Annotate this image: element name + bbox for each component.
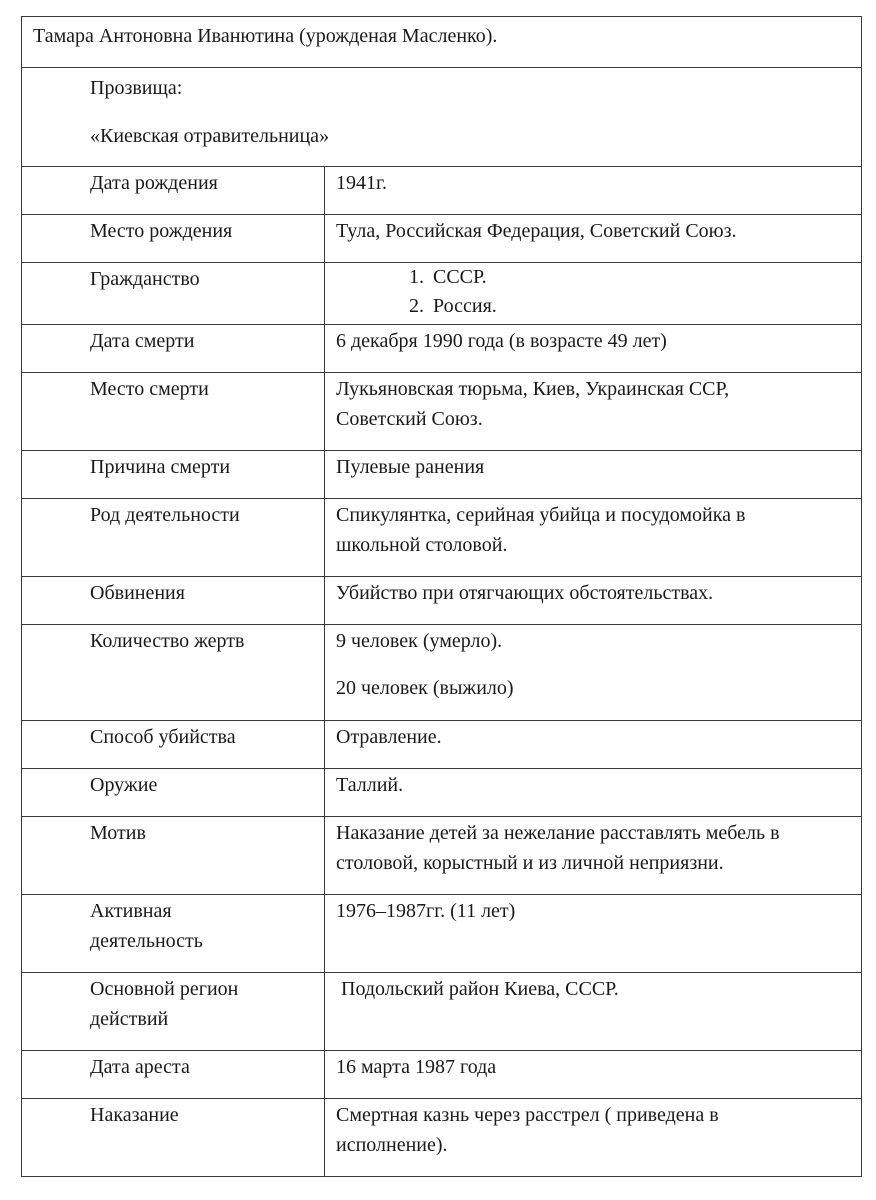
row-label: Мотив [90,822,146,844]
label-cell [22,817,325,895]
citizenship-list [336,263,861,321]
list-number: 2. [409,295,424,317]
row-value-line2: школьной столовой. [336,534,508,556]
row-death-cause [22,451,862,499]
label-cell [22,1051,325,1099]
row-value: Пулевые ранения [336,456,485,478]
row-value: Подольский район Киева, СССР. [341,978,619,1000]
row-value: 1976–1987гг. (11 лет) [336,900,516,922]
value-cell [325,451,862,499]
row-value-line2: 20 человек (выжило) [336,677,514,699]
profile-table [21,16,862,1177]
alias-row [22,68,862,167]
row-weapon [22,769,862,817]
row-label-line2: деятельность [90,930,203,952]
value-cell [325,895,862,973]
alias-cell [22,68,862,167]
list-text: Россия. [433,295,497,317]
row-death-place [22,373,862,451]
row-value: Таллий. [336,774,404,796]
row-label: Причина смерти [90,456,231,478]
row-value-line2: столовой, корыстный и из личной неприязни. [336,852,724,874]
row-method [22,721,862,769]
row-motive [22,817,862,895]
row-label: Способ убийства [90,726,236,748]
value-cell [325,577,862,625]
list-text: СССР. [433,266,487,288]
row-label: Оружие [90,774,158,796]
row-label: Место смерти [90,378,209,400]
row-value-line2: исполнение). [336,1134,448,1156]
row-birth-date [22,167,862,215]
alias-label: Прозвища: [90,77,183,99]
row-label: Дата смерти [90,330,195,352]
row-label: Дата рождения [90,172,218,194]
label-cell [22,769,325,817]
label-cell [22,167,325,215]
value-cell [325,817,862,895]
row-value-line1: Спикулянтка, серийная убийца и посудомойка в [336,504,746,526]
row-arrest-date [22,1051,862,1099]
list-item [409,292,861,321]
row-value: 16 марта 1987 года [336,1056,497,1078]
row-value: Тула, Российская Федерация, Советский Союз. [336,220,737,242]
row-value-line2: Советский Союз. [336,408,483,430]
row-value-line1: 9 человек (умерло). [336,630,503,652]
list-item [409,263,861,292]
row-death-date [22,325,862,373]
label-cell [22,973,325,1051]
row-label: Род деятельности [90,504,240,526]
row-occupation [22,499,862,577]
label-cell [22,373,325,451]
title-row [22,17,862,68]
alias-value: «Киевская отравительница» [90,125,330,147]
label-cell [22,721,325,769]
row-active-period [22,895,862,973]
label-cell [22,1099,325,1177]
row-label: Место рождения [90,220,233,242]
label-cell [22,325,325,373]
row-value-line1: Смертная казнь через расстрел ( приведена в [336,1104,719,1126]
row-region [22,973,862,1051]
value-cell [325,499,862,577]
row-value: Отравление. [336,726,442,748]
row-value-line1: Наказание детей за нежелание расставлять мебель в [336,822,780,844]
row-label-line2: действий [90,1008,169,1030]
row-charges [22,577,862,625]
list-number: 1. [409,266,424,288]
label-cell [22,215,325,263]
label-cell [22,263,325,325]
value-cell [325,263,862,325]
label-cell [22,625,325,721]
title-cell [22,17,862,68]
value-cell [325,721,862,769]
label-cell [22,499,325,577]
row-value: Убийство при отягчающих обстоятельствах. [336,582,714,604]
row-label-line1: Активная [90,900,172,922]
row-label: Дата ареста [90,1056,190,1078]
row-punishment [22,1099,862,1177]
value-cell [325,373,862,451]
value-cell [325,625,862,721]
row-victims [22,625,862,721]
row-label: Обвинения [90,582,185,604]
value-cell [325,973,862,1051]
row-value: 6 декабря 1990 года (в возрасте 49 лет) [336,330,667,352]
value-cell [325,1099,862,1177]
value-cell [325,215,862,263]
row-label: Гражданство [90,268,200,290]
value-cell [325,167,862,215]
value-cell [325,769,862,817]
row-label-line1: Основной регион [90,978,239,1000]
label-cell [22,895,325,973]
row-value: 1941г. [336,172,387,194]
value-cell [325,325,862,373]
row-label: Количество жертв [90,630,245,652]
label-cell [22,577,325,625]
row-value-line1: Лукьяновская тюрьма, Киев, Украинская ССР, [336,378,730,400]
value-cell [325,1051,862,1099]
row-citizenship [22,263,862,325]
row-birth-place [22,215,862,263]
person-name: Тамара Антоновна Иванютина (урожденая Масленко). [33,25,498,47]
row-label: Наказание [90,1104,179,1126]
label-cell [22,451,325,499]
